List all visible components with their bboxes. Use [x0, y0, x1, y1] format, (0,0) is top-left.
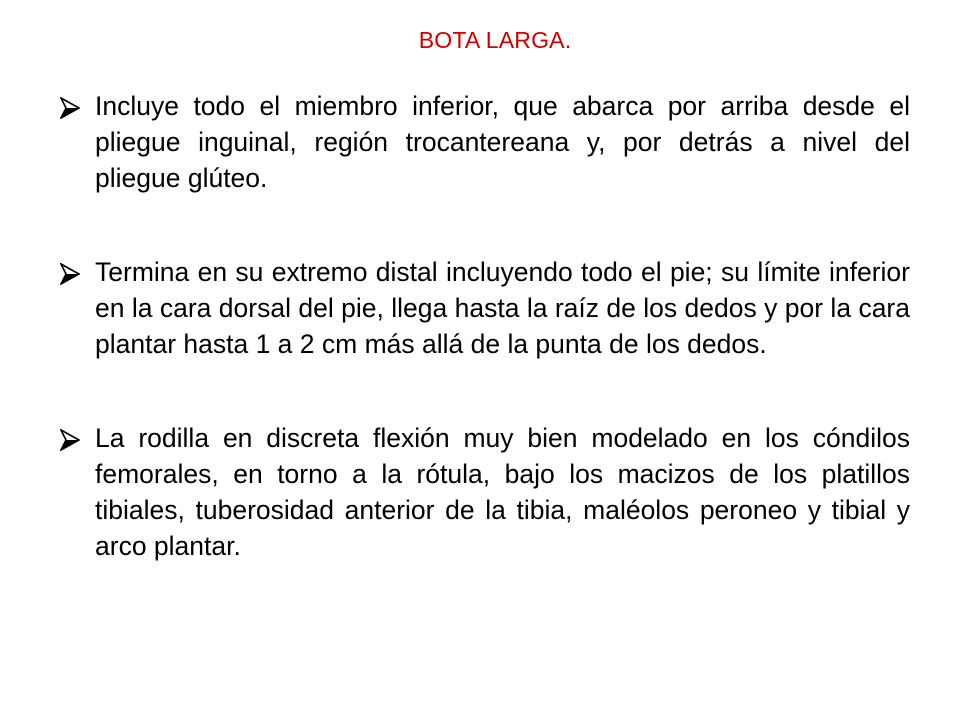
bullet-list: [60, 88, 910, 622]
bullet-item: [60, 88, 910, 196]
bullet-text: Incluye todo el miembro inferior, que abarca por arriba desde el pliegue inguinal, región trocantereana y, por detrás a nivel del pliegue glúteo.: [95, 91, 910, 193]
slide-title: BOTA LARGA.: [418, 27, 572, 53]
bullet-item: [60, 254, 910, 362]
bullet-text: La rodilla en discreta flexión muy bien modelado en los cóndilos femorales, en torno a la rótula, bajo los macizos de los platillos tibiales, tuberosidad anterior de la tibia, maléolos peroneo y tibial y arco plantar.: [95, 423, 910, 561]
arrowhead-bullet-icon: [60, 97, 80, 119]
bullet-text: Termina en su extremo distal incluyendo todo el pie; su límite inferior en la cara dorsal del pie, llega hasta la raíz de los dedos y por la cara plantar hasta 1 a 2 cm más allá de la punta de los dedos.: [95, 257, 910, 359]
bullet-item: [60, 420, 910, 564]
arrowhead-bullet-icon: [60, 429, 80, 451]
arrowhead-bullet-icon: [60, 263, 80, 285]
